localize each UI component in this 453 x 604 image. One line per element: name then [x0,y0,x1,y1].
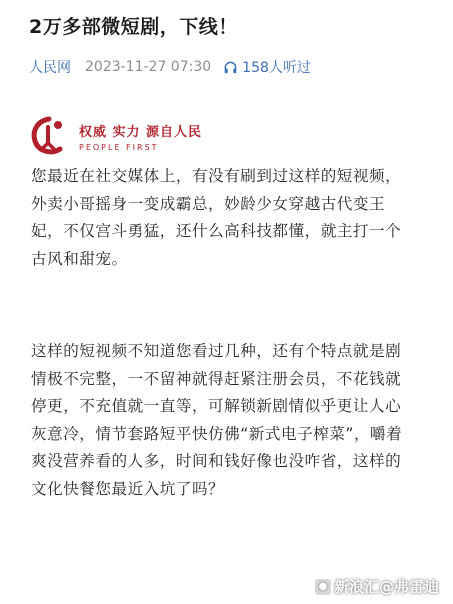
watermark [315,576,439,597]
article-paragraph: 这样的短视频不知道您看过几种，还有个特点就是剧情极不完整，一不留神就得赶紧注册会员，不花钱就停更，不充值就一直等，可解锁新剧情似乎更让人心灰意冷，情节套路短平快仿佛“新式电子榨菜”，嚼着爽没营养看的人多，时间和钱好像也没咋省，这样的文化快餐您最近入坑了吗？ [31,342,403,498]
article-source-link[interactable]: 人民网 [29,60,71,76]
headphones-icon [223,60,238,75]
brand-banner [29,112,329,160]
watermark-text: 新浪汇@弗雷迪 [333,578,439,596]
watermark-logo-icon: ● [315,579,331,595]
article-title: 2万多部微短剧，下线！ [29,16,238,38]
listen-button[interactable] [223,57,311,77]
article-paragraph: 您最近在社交媒体上，有没有刷到过这样的短视频，外卖小哥摇身一变成霸总，妙龄少女穿越古代变王妃，不仅宫斗勇猛，还什么高科技都懂，就主打一个古风和甜宠。 [31,167,402,268]
banner-slogan-en: PEOPLE FIRST [79,142,159,152]
listen-count: 158人听过 [242,60,311,76]
article-meta [29,57,311,77]
banner-slogan: 权威 实力 源自人民 [79,124,203,140]
article-datetime: 2023-11-27 07:30 [85,59,212,75]
people-daily-logo [29,113,69,159]
